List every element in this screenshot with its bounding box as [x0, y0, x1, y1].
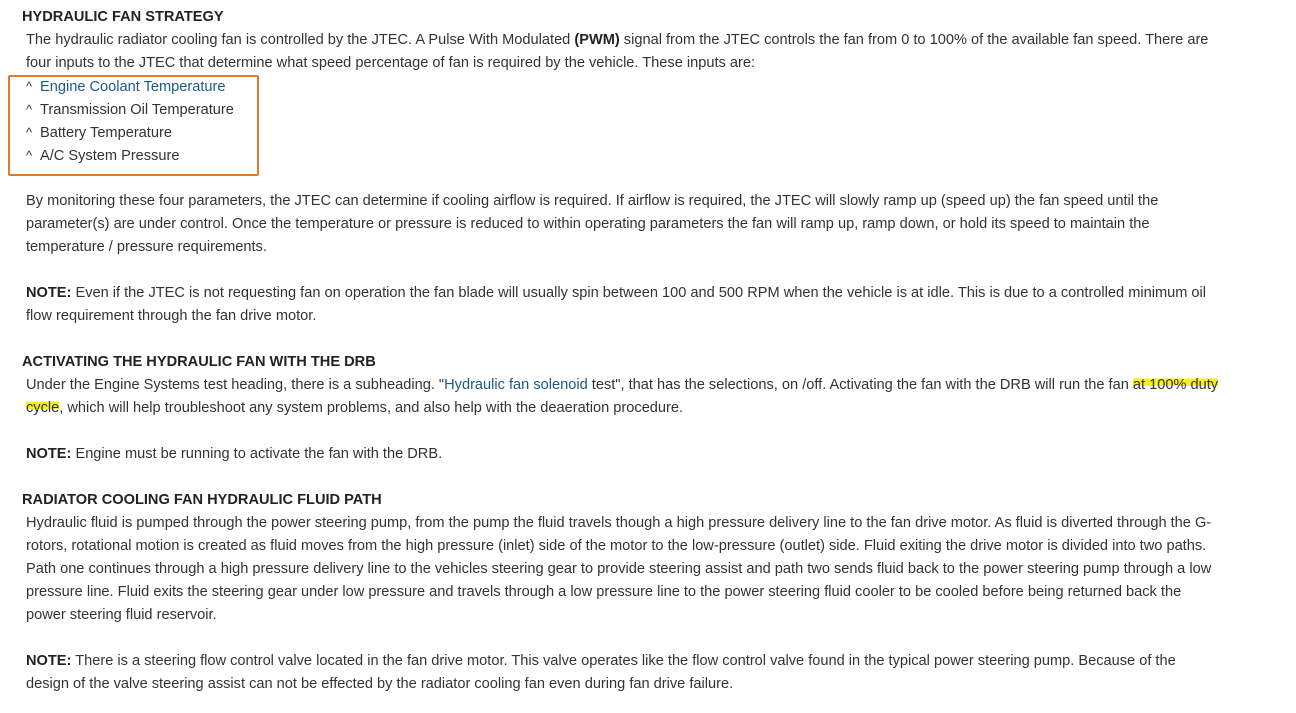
spacer: [22, 328, 1222, 351]
monitoring-paragraph: By monitoring these four parameters, the JTEC can determine if cooling airflow is required. If airflow is required, the JTEC will slowly ramp up (speed up) the fan speed until the parameter(s) are under control. Once the temperature or pressure is reduced to within operating parameters the fan will ramp up, ramp down, or hold its speed to maintain the temperature / pressure requirements.: [26, 193, 1159, 255]
intro-text-a: The hydraulic radiator cooling fan is controlled by the JTEC. A Pulse With Modulated: [26, 32, 575, 48]
note-label: NOTE:: [26, 446, 72, 462]
highlighted-duty-cycle: at 100% duty cycle: [26, 377, 1219, 416]
list-item: [22, 98, 1222, 121]
fan-strategy-intro: [22, 29, 1222, 75]
document-page: [22, 6, 1222, 696]
list-item[interactable]: [22, 75, 1222, 98]
section-heading-activating-fan: ACTIVATING THE HYDRAULIC FAN WITH THE DRB: [22, 354, 376, 370]
pwm-bold: (PWM): [574, 32, 620, 48]
list-item-label: Transmission Oil Temperature: [40, 102, 234, 118]
intro-text-b: signal from the JTEC controls the fan from 0 to 100% of the available fan speed. There are four inputs to the JTEC that determine what speed percentage of fan is required by the vehicle. These inputs are:: [26, 32, 1209, 71]
note-paragraph: [22, 282, 1222, 328]
inputs-list: [22, 75, 1222, 167]
note-text: Even if the JTEC is not requesting fan on operation the fan blade will usually spin between 100 and 500 RPM when the vehicle is at idle. This is due to a controlled minimum oil flow requirement through the fan drive motor.: [26, 285, 1207, 324]
section-heading-fluid-path: RADIATOR COOLING FAN HYDRAULIC FLUID PATH: [22, 492, 382, 508]
caret-icon: ^: [26, 102, 33, 117]
activating-text-c: , which will help troubleshoot any system problems, and also help with the deaeration procedure.: [59, 400, 684, 416]
spacer: [22, 466, 1222, 489]
section-heading-fan-strategy: HYDRAULIC FAN STRATEGY: [22, 9, 224, 25]
list-item: [22, 121, 1222, 144]
list-item-label: A/C System Pressure: [40, 148, 180, 164]
engine-coolant-temperature-link[interactable]: Engine Coolant Temperature: [40, 79, 226, 95]
note-paragraph: [22, 443, 1222, 466]
list-item: [22, 144, 1222, 167]
activating-text-b: test", that has the selections, on /off. Activating the fan with the DRB will run the fan: [587, 377, 1133, 393]
activating-paragraph: [22, 374, 1222, 420]
note-paragraph: [22, 650, 1222, 696]
spacer: [22, 259, 1222, 282]
fluid-path-paragraph: Hydraulic fluid is pumped through the power steering pump, from the pump the fluid travels though a high pressure delivery line to the fan drive motor. As fluid is diverted through the G-rotors, rotational motion is created as fluid moves from the high pressure (inlet) side of the motor to the low-pressure (outlet) side. Fluid exiting the drive motor is divided into two paths. Path one continues through a high pressure delivery line to the vehicles steering gear to provide steering assist and path two sends fluid back to the power steering pump through a low pressure line. Fluid exits the steering gear under low pressure and travels through a low pressure line to the power steering fluid cooler to be cooled before being returned back the power steering fluid reservoir.: [26, 515, 1212, 623]
caret-icon: ^: [26, 125, 33, 140]
note-text: There is a steering flow control valve located in the fan drive motor. This valve operates like the flow control valve found in the typical power steering pump. Because of the design of the valve steering assist can not be effected by the radiator cooling fan even during fan drive failure.: [26, 653, 1176, 692]
hydraulic-fan-solenoid-link[interactable]: Hydraulic fan solenoid: [444, 377, 588, 393]
activating-text-a: Under the Engine Systems test heading, there is a subheading. ": [26, 377, 445, 393]
spacer: [22, 627, 1222, 650]
spacer: [22, 167, 1222, 190]
note-label: NOTE:: [26, 653, 72, 669]
caret-icon: ^: [26, 148, 33, 163]
note-text: Engine must be running to activate the fan with the DRB.: [71, 446, 443, 462]
caret-icon: ^: [26, 79, 33, 94]
note-label: NOTE:: [26, 285, 72, 301]
spacer: [22, 420, 1222, 443]
list-item-label: Battery Temperature: [40, 125, 172, 141]
